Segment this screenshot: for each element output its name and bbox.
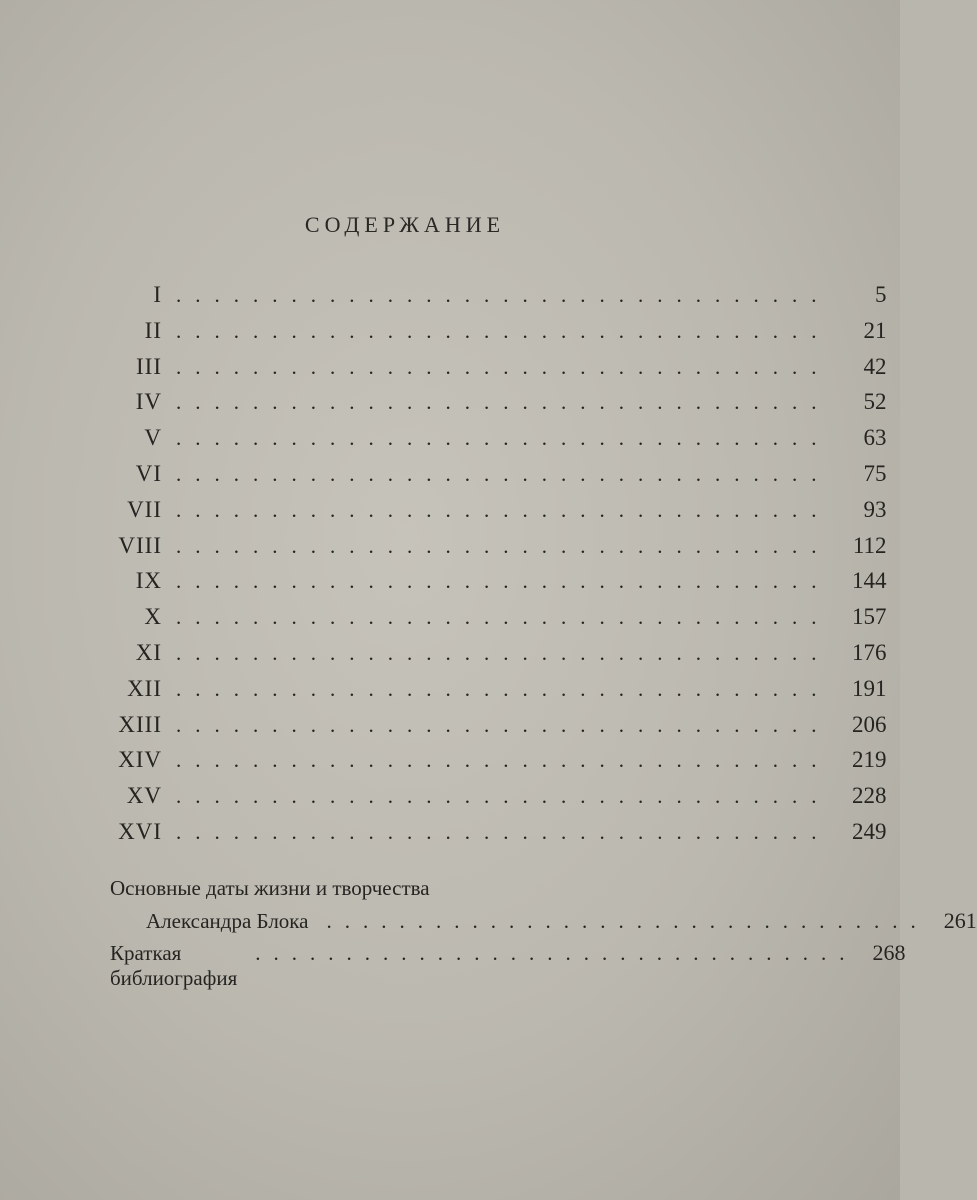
leader-dots: .................................. bbox=[176, 605, 831, 630]
leader-dots: ................................. bbox=[326, 909, 929, 933]
toc-chapter-number: VIII bbox=[118, 532, 162, 558]
toc-page-number: 112 bbox=[852, 532, 887, 558]
toc-entry bbox=[100, 353, 887, 390]
toc-entry-bibliography-label: Краткая библиография bbox=[110, 941, 238, 990]
toc-chapter-number: IX bbox=[135, 568, 162, 594]
leader-dots: .................................. bbox=[176, 640, 831, 665]
toc-chapter-number: IV bbox=[135, 389, 162, 415]
toc-page-number: 191 bbox=[852, 675, 887, 701]
toc-page-number: 176 bbox=[852, 639, 887, 665]
toc-entry bbox=[100, 282, 887, 318]
leader-dots: .................................. bbox=[176, 426, 831, 451]
leader-dots: .................................. bbox=[176, 819, 831, 844]
toc-entry bbox=[100, 818, 887, 855]
toc-chapter-number: III bbox=[136, 353, 162, 379]
toc-entry-bibliography bbox=[110, 940, 906, 990]
toc-page-number: 21 bbox=[863, 317, 887, 343]
table-of-contents bbox=[100, 282, 887, 855]
toc-chapter-number: X bbox=[144, 604, 162, 630]
toc-chapter-number: II bbox=[144, 317, 162, 343]
toc-page-number: 93 bbox=[863, 496, 887, 522]
toc-chapter-number: XI bbox=[135, 639, 162, 665]
leader-dots: .................................. bbox=[176, 461, 831, 486]
toc-entry bbox=[100, 425, 887, 461]
toc-entry bbox=[100, 639, 887, 676]
leader-dots: .................................. bbox=[176, 318, 831, 343]
toc-entry bbox=[100, 532, 887, 569]
toc-chapter-number: XV bbox=[126, 783, 162, 809]
leader-dots: .................................. bbox=[176, 497, 831, 522]
toc-entry bbox=[100, 389, 887, 425]
toc-entry-dates bbox=[110, 876, 977, 942]
toc-page-number: 219 bbox=[852, 747, 887, 773]
toc-page-number: 42 bbox=[863, 353, 887, 379]
toc-chapter-number: XIII bbox=[118, 711, 162, 737]
toc-chapter-number: XIV bbox=[118, 747, 162, 773]
toc-entry bbox=[100, 783, 887, 819]
leader-dots: .................................. bbox=[176, 533, 831, 558]
toc-chapter-number: I bbox=[153, 282, 162, 307]
leader-dots: .................................. bbox=[176, 784, 831, 809]
toc-entry-dates-line1: Основные даты жизни и творчества bbox=[110, 876, 430, 900]
leader-dots: .................................. bbox=[176, 712, 831, 737]
leader-dots: .................................. bbox=[176, 283, 831, 307]
toc-page-number: 228 bbox=[852, 783, 887, 809]
toc-entry bbox=[100, 604, 887, 640]
leader-dots: ................................. bbox=[255, 941, 858, 965]
toc-page-number: 52 bbox=[863, 389, 887, 415]
toc-chapter-number: XVI bbox=[118, 818, 162, 844]
toc-page-number: 268 bbox=[872, 940, 906, 965]
toc-page-number: 144 bbox=[852, 568, 887, 594]
toc-page-number: 206 bbox=[852, 711, 887, 737]
toc-entry-dates-line2: Александра Блока bbox=[146, 909, 309, 933]
toc-page-number: 75 bbox=[863, 460, 887, 486]
toc-chapter-number: XII bbox=[127, 675, 162, 701]
toc-entry bbox=[100, 568, 887, 604]
toc-entry bbox=[100, 747, 887, 783]
leader-dots: .................................. bbox=[176, 676, 831, 701]
toc-page-number: 249 bbox=[852, 818, 887, 844]
toc-entry bbox=[100, 496, 887, 533]
toc-entry bbox=[100, 317, 887, 354]
toc-entry bbox=[100, 460, 887, 497]
toc-chapter-number: VII bbox=[127, 496, 162, 522]
toc-entry bbox=[100, 675, 887, 712]
toc-entry bbox=[100, 711, 887, 748]
toc-chapter-number: VI bbox=[135, 460, 162, 486]
toc-chapter-number: V bbox=[144, 425, 162, 451]
leader-dots: .................................. bbox=[176, 390, 831, 415]
toc-page-number: 63 bbox=[863, 425, 887, 451]
toc-page-number: 261 bbox=[943, 908, 977, 933]
toc-page-number: 5 bbox=[875, 282, 887, 307]
page-title: СОДЕРЖАНИЕ bbox=[304, 212, 506, 237]
leader-dots: .................................. bbox=[176, 748, 831, 773]
toc-page-number: 157 bbox=[852, 604, 887, 630]
leader-dots: .................................. bbox=[176, 569, 831, 594]
leader-dots: .................................. bbox=[176, 354, 831, 379]
